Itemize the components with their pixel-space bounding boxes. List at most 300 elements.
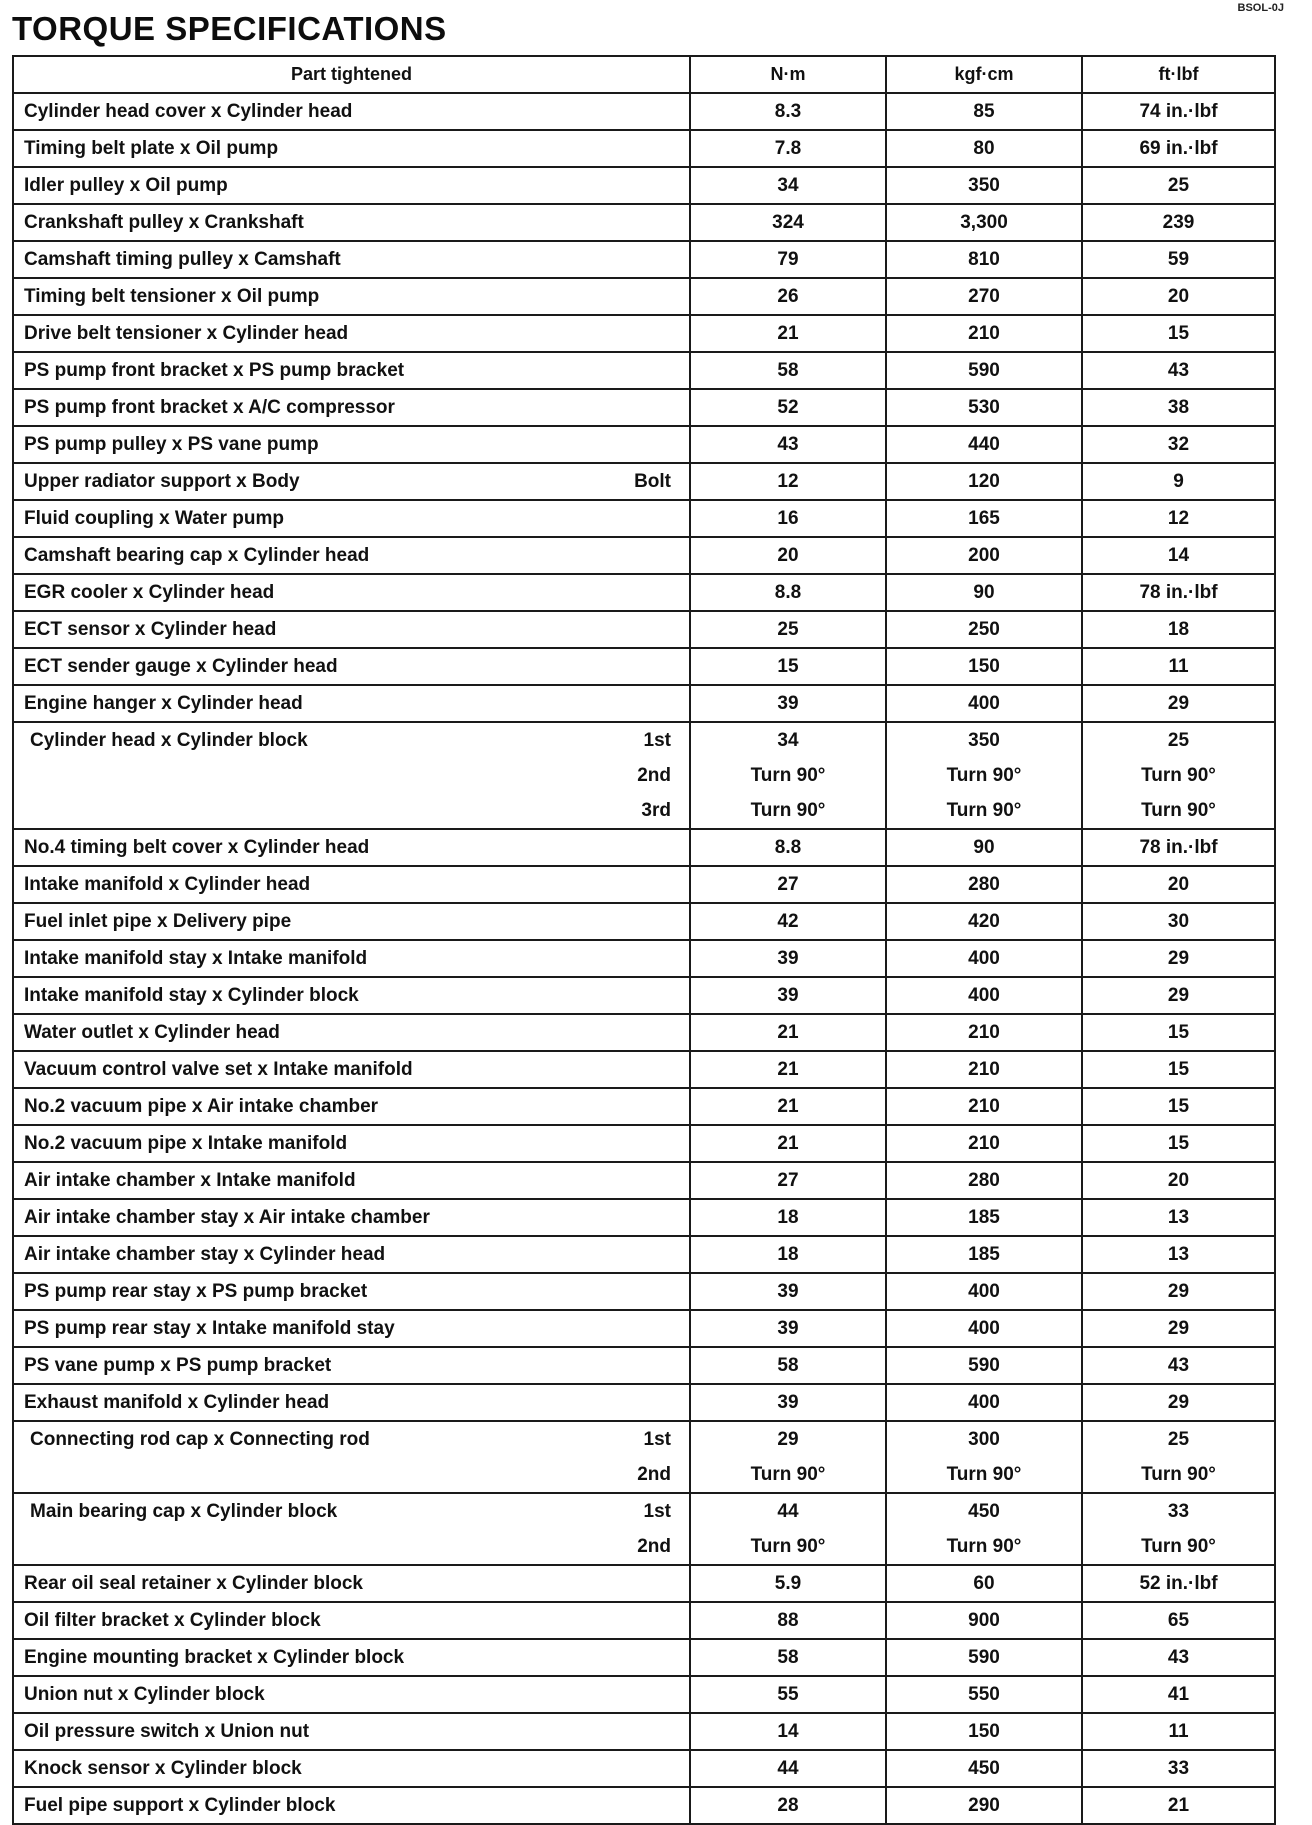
table-row — [13, 1051, 1275, 1088]
part-name: ECT sensor x Cylinder head — [24, 619, 277, 640]
step-value-ft: Turn 90° — [1141, 1464, 1216, 1485]
value-cell-kgf: 270 — [886, 278, 1082, 315]
part-cell — [13, 722, 690, 829]
table-row — [13, 1750, 1275, 1787]
value-cell-kgf: 810 — [886, 241, 1082, 278]
value-cell-nm: 39 — [690, 1384, 886, 1421]
part-cell — [13, 1199, 690, 1236]
value-cell-nm: 14 — [690, 1713, 886, 1750]
step-value-nm: Turn 90° — [750, 1536, 826, 1557]
value-cell-nm: 26 — [690, 278, 886, 315]
value-cell-ft: 12 — [1082, 500, 1275, 537]
table-row — [13, 130, 1275, 167]
part-cell — [13, 1125, 690, 1162]
value-cell-nm: 58 — [690, 352, 886, 389]
value-cell-nm: 5.9 — [690, 1565, 886, 1602]
part-cell — [13, 1310, 690, 1347]
value-cell-kgf: 400 — [886, 940, 1082, 977]
part-name: Water outlet x Cylinder head — [24, 1022, 280, 1043]
value-cell-ft: 43 — [1082, 1347, 1275, 1384]
value-cell-nm: 39 — [690, 1310, 886, 1347]
value-cell-nm: 18 — [690, 1199, 886, 1236]
part-cell — [13, 389, 690, 426]
value-cell-kgf: 400 — [886, 1310, 1082, 1347]
part-name: Main bearing cap x Cylinder block — [30, 1501, 338, 1522]
value-cell-nm: 39 — [690, 685, 886, 722]
part-cell — [13, 1787, 690, 1824]
value-cell-ft: 20 — [1082, 278, 1275, 315]
step-value-kgf: Turn 90° — [946, 1536, 1022, 1557]
step-label: 2nd — [637, 1464, 671, 1485]
step-line — [14, 1457, 689, 1492]
step-label: 2nd — [637, 765, 671, 786]
part-name: Idler pulley x Oil pump — [24, 175, 228, 196]
part-name: Cylinder head cover x Cylinder head — [24, 101, 353, 122]
part-name: Rear oil seal retainer x Cylinder block — [24, 1573, 363, 1594]
step-value-kgf: 350 — [968, 730, 1000, 751]
value-cell-kgf: 420 — [886, 903, 1082, 940]
table-row — [13, 1421, 1275, 1493]
step-label: 2nd — [637, 1536, 671, 1557]
value-cell-nm: 12 — [690, 463, 886, 500]
step-value-kgf: Turn 90° — [946, 765, 1022, 786]
part-cell — [13, 1273, 690, 1310]
part-cell — [13, 500, 690, 537]
value-cell-kgf: 450 — [886, 1750, 1082, 1787]
part-name: Timing belt tensioner x Oil pump — [24, 286, 320, 307]
value-cell-kgf: 150 — [886, 1713, 1082, 1750]
table-row — [13, 315, 1275, 352]
value-cell-kgf: 250 — [886, 611, 1082, 648]
part-name: No.2 vacuum pipe x Air intake chamber — [24, 1096, 379, 1117]
step-label: 1st — [643, 1501, 671, 1522]
part-name: Crankshaft pulley x Crankshaft — [24, 212, 304, 233]
table-row — [13, 278, 1275, 315]
value-cell-nm: 18 — [690, 1236, 886, 1273]
part-cell — [13, 352, 690, 389]
value-cell-kgf: 210 — [886, 1125, 1082, 1162]
value-cell-nm: 8.3 — [690, 93, 886, 130]
part-name: Vacuum control valve set x Intake manifold — [24, 1059, 413, 1080]
value-cell-kgf: 590 — [886, 1347, 1082, 1384]
part-cell — [13, 1676, 690, 1713]
part-name: PS vane pump x PS pump bracket — [24, 1355, 332, 1376]
step-label: 1st — [643, 730, 671, 751]
value-cell-nm: 88 — [690, 1602, 886, 1639]
part-name: Camshaft timing pulley x Camshaft — [24, 249, 341, 270]
step-value-nm: Turn 90° — [750, 800, 826, 821]
value-cell-ft: 15 — [1082, 1051, 1275, 1088]
value-cell-nm: 79 — [690, 241, 886, 278]
part-cell — [13, 977, 690, 1014]
value-cell-kgf: 440 — [886, 426, 1082, 463]
table-row — [13, 1310, 1275, 1347]
table-row — [13, 903, 1275, 940]
part-cell — [13, 1384, 690, 1421]
value-cell-ft: 30 — [1082, 903, 1275, 940]
part-cell — [13, 574, 690, 611]
value-cell-ft: 20 — [1082, 1162, 1275, 1199]
part-cell — [13, 829, 690, 866]
value-cell-nm: 21 — [690, 1088, 886, 1125]
value-cell-ft: 78 in.·lbf — [1082, 829, 1275, 866]
value-cell-ft: 78 in.·lbf — [1082, 574, 1275, 611]
table-header-row — [13, 56, 1275, 93]
value-cell-ft — [1082, 1421, 1275, 1493]
value-cell-nm: 34 — [690, 167, 886, 204]
header-part-tightened: Part tightened — [13, 56, 690, 93]
value-cell-nm: 52 — [690, 389, 886, 426]
value-cell-kgf — [886, 1421, 1082, 1493]
value-cell-kgf: 550 — [886, 1676, 1082, 1713]
step-value-kgf: Turn 90° — [946, 800, 1022, 821]
value-cell-nm: 27 — [690, 1162, 886, 1199]
value-cell-nm: 21 — [690, 1125, 886, 1162]
part-name: Fuel pipe support x Cylinder block — [24, 1795, 336, 1816]
part-cell — [13, 130, 690, 167]
table-row — [13, 685, 1275, 722]
part-name: Air intake chamber stay x Cylinder head — [24, 1244, 386, 1265]
part-cell — [13, 463, 690, 500]
table-row — [13, 1713, 1275, 1750]
table-body — [13, 93, 1275, 1824]
value-cell-ft: 18 — [1082, 611, 1275, 648]
part-cell — [13, 93, 690, 130]
part-name: Union nut x Cylinder block — [24, 1684, 265, 1705]
table-row — [13, 1602, 1275, 1639]
value-cell-nm: 55 — [690, 1676, 886, 1713]
value-cell-kgf: 60 — [886, 1565, 1082, 1602]
value-cell-kgf: 400 — [886, 685, 1082, 722]
part-cell — [13, 278, 690, 315]
table-row — [13, 167, 1275, 204]
value-cell-kgf: 280 — [886, 1162, 1082, 1199]
table-row — [13, 1236, 1275, 1273]
part-sub-label: Bolt — [634, 471, 671, 492]
part-cell — [13, 241, 690, 278]
part-cell — [13, 903, 690, 940]
table-row — [13, 1125, 1275, 1162]
torque-spec-table — [12, 55, 1276, 1825]
step-value-ft: Turn 90° — [1141, 1536, 1216, 1557]
value-cell-nm: 21 — [690, 1051, 886, 1088]
table-row — [13, 537, 1275, 574]
value-cell-kgf: 185 — [886, 1236, 1082, 1273]
value-cell-nm: 21 — [690, 1014, 886, 1051]
value-cell-nm: 58 — [690, 1347, 886, 1384]
value-cell-kgf: 590 — [886, 352, 1082, 389]
value-cell-ft: 29 — [1082, 1273, 1275, 1310]
table-row — [13, 1162, 1275, 1199]
value-cell-ft: 74 in.·lbf — [1082, 93, 1275, 130]
part-cell — [13, 1347, 690, 1384]
value-cell-kgf: 120 — [886, 463, 1082, 500]
part-cell — [13, 1713, 690, 1750]
part-cell — [13, 1014, 690, 1051]
part-name: Engine hanger x Cylinder head — [24, 693, 303, 714]
value-cell-ft: 29 — [1082, 977, 1275, 1014]
step-value-ft: 33 — [1167, 1501, 1190, 1522]
part-cell — [13, 685, 690, 722]
table-row — [13, 204, 1275, 241]
value-cell-ft: 13 — [1082, 1236, 1275, 1273]
part-cell — [13, 611, 690, 648]
value-cell-kgf: 290 — [886, 1787, 1082, 1824]
value-cell-nm: 44 — [690, 1750, 886, 1787]
part-name: Intake manifold stay x Intake manifold — [24, 948, 368, 969]
value-cell-ft: 13 — [1082, 1199, 1275, 1236]
part-name: Engine mounting bracket x Cylinder block — [24, 1647, 405, 1668]
part-name: Air intake chamber x Intake manifold — [24, 1170, 356, 1191]
value-cell-ft: 15 — [1082, 1088, 1275, 1125]
value-cell-ft: 29 — [1082, 685, 1275, 722]
step-value-ft: Turn 90° — [1141, 765, 1216, 786]
step-line — [14, 793, 689, 828]
part-name: PS pump front bracket x A/C compressor — [24, 397, 395, 418]
part-name: Upper radiator support x Body — [24, 471, 300, 492]
step-value-nm: Turn 90° — [750, 765, 826, 786]
table-row — [13, 648, 1275, 685]
value-cell-nm: 20 — [690, 537, 886, 574]
value-cell-nm: 42 — [690, 903, 886, 940]
value-cell-nm: 39 — [690, 977, 886, 1014]
table-row — [13, 574, 1275, 611]
value-cell-kgf: 90 — [886, 574, 1082, 611]
table-row — [13, 1347, 1275, 1384]
step-value-ft: 25 — [1167, 730, 1190, 751]
part-cell — [13, 1602, 690, 1639]
header-nm: N·m — [690, 56, 886, 93]
table-row — [13, 1639, 1275, 1676]
table-row — [13, 1088, 1275, 1125]
part-cell — [13, 1236, 690, 1273]
value-cell-nm: 8.8 — [690, 829, 886, 866]
value-cell-ft: 43 — [1082, 1639, 1275, 1676]
part-name: PS pump front bracket x PS pump bracket — [24, 360, 405, 381]
table-row — [13, 352, 1275, 389]
part-name: Air intake chamber stay x Air intake chamber — [24, 1207, 430, 1228]
value-cell-nm: 324 — [690, 204, 886, 241]
value-cell-kgf: 210 — [886, 315, 1082, 352]
value-cell-nm: 7.8 — [690, 130, 886, 167]
part-cell — [13, 1051, 690, 1088]
table-row — [13, 866, 1275, 903]
part-cell — [13, 167, 690, 204]
value-cell-kgf: 210 — [886, 1014, 1082, 1051]
part-name: Exhaust manifold x Cylinder head — [24, 1392, 330, 1413]
value-cell-nm: 8.8 — [690, 574, 886, 611]
step-line — [14, 723, 689, 758]
step-value-kgf: Turn 90° — [946, 1464, 1022, 1485]
part-name: Intake manifold stay x Cylinder block — [24, 985, 359, 1006]
part-name: EGR cooler x Cylinder head — [24, 582, 275, 603]
part-cell — [13, 940, 690, 977]
part-name: Fluid coupling x Water pump — [24, 508, 285, 529]
part-name: No.2 vacuum pipe x Intake manifold — [24, 1133, 348, 1154]
step-label: 1st — [643, 1429, 671, 1450]
value-cell-kgf: 350 — [886, 167, 1082, 204]
step-value-ft: Turn 90° — [1141, 800, 1216, 821]
part-name: Knock sensor x Cylinder block — [24, 1758, 302, 1779]
value-cell-kgf: 280 — [886, 866, 1082, 903]
part-cell — [13, 204, 690, 241]
part-name: ECT sender gauge x Cylinder head — [24, 656, 338, 677]
value-cell-ft: 20 — [1082, 866, 1275, 903]
value-cell-ft: 32 — [1082, 426, 1275, 463]
value-cell-kgf: 400 — [886, 1384, 1082, 1421]
step-value-kgf: 300 — [968, 1429, 1000, 1450]
part-name: Intake manifold x Cylinder head — [24, 874, 311, 895]
step-value-nm: Turn 90° — [750, 1464, 826, 1485]
part-cell — [13, 866, 690, 903]
value-cell-nm: 43 — [690, 426, 886, 463]
part-cell — [13, 537, 690, 574]
table-row — [13, 977, 1275, 1014]
table-row — [13, 241, 1275, 278]
value-cell-ft: 29 — [1082, 1310, 1275, 1347]
value-cell-ft: 65 — [1082, 1602, 1275, 1639]
value-cell-nm: 58 — [690, 1639, 886, 1676]
value-cell-ft: 69 in.·lbf — [1082, 130, 1275, 167]
table-row — [13, 463, 1275, 500]
value-cell-nm — [690, 722, 886, 829]
table-row — [13, 722, 1275, 829]
value-cell-ft: 14 — [1082, 537, 1275, 574]
part-cell — [13, 315, 690, 352]
step-line — [14, 1494, 689, 1529]
value-cell-ft: 11 — [1082, 1713, 1275, 1750]
value-cell-ft: 15 — [1082, 1125, 1275, 1162]
table-row — [13, 500, 1275, 537]
value-cell-nm: 39 — [690, 940, 886, 977]
part-cell — [13, 1750, 690, 1787]
value-cell-ft: 59 — [1082, 241, 1275, 278]
part-name: Oil pressure switch x Union nut — [24, 1721, 310, 1742]
value-cell-ft — [1082, 1493, 1275, 1565]
part-cell — [13, 1639, 690, 1676]
value-cell-nm: 39 — [690, 1273, 886, 1310]
part-name: No.4 timing belt cover x Cylinder head — [24, 837, 370, 858]
page-title: TORQUE SPECIFICATIONS — [12, 10, 447, 47]
table-row — [13, 1676, 1275, 1713]
table-row — [13, 1565, 1275, 1602]
value-cell-nm: 25 — [690, 611, 886, 648]
part-cell — [13, 426, 690, 463]
part-name: Connecting rod cap x Connecting rod — [30, 1429, 370, 1450]
value-cell-kgf: 530 — [886, 389, 1082, 426]
value-cell-kgf: 90 — [886, 829, 1082, 866]
table-row — [13, 1273, 1275, 1310]
part-cell — [13, 1088, 690, 1125]
value-cell-ft — [1082, 722, 1275, 829]
value-cell-kgf — [886, 1493, 1082, 1565]
table-row — [13, 829, 1275, 866]
value-cell-ft: 21 — [1082, 1787, 1275, 1824]
value-cell-nm — [690, 1493, 886, 1565]
value-cell-kgf: 3,300 — [886, 204, 1082, 241]
value-cell-nm: 27 — [690, 866, 886, 903]
step-line — [14, 1422, 689, 1457]
table-row — [13, 1014, 1275, 1051]
value-cell-ft: 15 — [1082, 315, 1275, 352]
value-cell-kgf: 400 — [886, 977, 1082, 1014]
value-cell-ft: 15 — [1082, 1014, 1275, 1051]
part-cell — [13, 1162, 690, 1199]
value-cell-nm — [690, 1421, 886, 1493]
value-cell-kgf: 185 — [886, 1199, 1082, 1236]
step-value-nm: 29 — [777, 1429, 799, 1450]
part-name: Camshaft bearing cap x Cylinder head — [24, 545, 370, 566]
part-name: Timing belt plate x Oil pump — [24, 138, 279, 159]
value-cell-ft: 29 — [1082, 1384, 1275, 1421]
value-cell-kgf — [886, 722, 1082, 829]
value-cell-ft: 41 — [1082, 1676, 1275, 1713]
value-cell-ft: 11 — [1082, 648, 1275, 685]
step-value-nm: 34 — [777, 730, 799, 751]
part-name: Drive belt tensioner x Cylinder head — [24, 323, 349, 344]
part-name: Oil filter bracket x Cylinder block — [24, 1610, 321, 1631]
step-line — [14, 1529, 689, 1564]
table-row — [13, 611, 1275, 648]
table-row — [13, 940, 1275, 977]
value-cell-kgf: 80 — [886, 130, 1082, 167]
value-cell-ft: 239 — [1082, 204, 1275, 241]
table-row — [13, 389, 1275, 426]
value-cell-ft: 52 in.·lbf — [1082, 1565, 1275, 1602]
table-row — [13, 1384, 1275, 1421]
value-cell-nm: 21 — [690, 315, 886, 352]
value-cell-kgf: 210 — [886, 1088, 1082, 1125]
value-cell-ft: 38 — [1082, 389, 1275, 426]
value-cell-kgf: 210 — [886, 1051, 1082, 1088]
table-row — [13, 1199, 1275, 1236]
part-name: PS pump rear stay x PS pump bracket — [24, 1281, 368, 1302]
value-cell-kgf: 400 — [886, 1273, 1082, 1310]
header-ft-lbf: ft·lbf — [1082, 56, 1275, 93]
table-row — [13, 426, 1275, 463]
value-cell-kgf: 200 — [886, 537, 1082, 574]
part-cell — [13, 1565, 690, 1602]
part-cell — [13, 1493, 690, 1565]
step-value-nm: 44 — [777, 1501, 799, 1522]
step-value-kgf: 450 — [968, 1501, 1000, 1522]
part-name: PS pump pulley x PS vane pump — [24, 434, 319, 455]
value-cell-kgf: 590 — [886, 1639, 1082, 1676]
value-cell-ft: 33 — [1082, 1750, 1275, 1787]
step-value-ft: 25 — [1167, 1429, 1190, 1450]
part-name: Fuel inlet pipe x Delivery pipe — [24, 911, 292, 932]
value-cell-kgf: 165 — [886, 500, 1082, 537]
value-cell-kgf: 150 — [886, 648, 1082, 685]
value-cell-kgf: 900 — [886, 1602, 1082, 1639]
value-cell-nm: 15 — [690, 648, 886, 685]
page-code: BSOL-0J — [1237, 2, 1284, 14]
table-row — [13, 1787, 1275, 1824]
value-cell-ft: 29 — [1082, 940, 1275, 977]
step-line — [14, 758, 689, 793]
value-cell-ft: 43 — [1082, 352, 1275, 389]
value-cell-nm: 28 — [690, 1787, 886, 1824]
table-row — [13, 1493, 1275, 1565]
value-cell-kgf: 85 — [886, 93, 1082, 130]
part-name: PS pump rear stay x Intake manifold stay — [24, 1318, 395, 1339]
value-cell-nm: 16 — [690, 500, 886, 537]
part-cell — [13, 1421, 690, 1493]
step-label: 3rd — [641, 800, 671, 821]
part-cell — [13, 648, 690, 685]
value-cell-ft: 25 — [1082, 167, 1275, 204]
table-row — [13, 93, 1275, 130]
